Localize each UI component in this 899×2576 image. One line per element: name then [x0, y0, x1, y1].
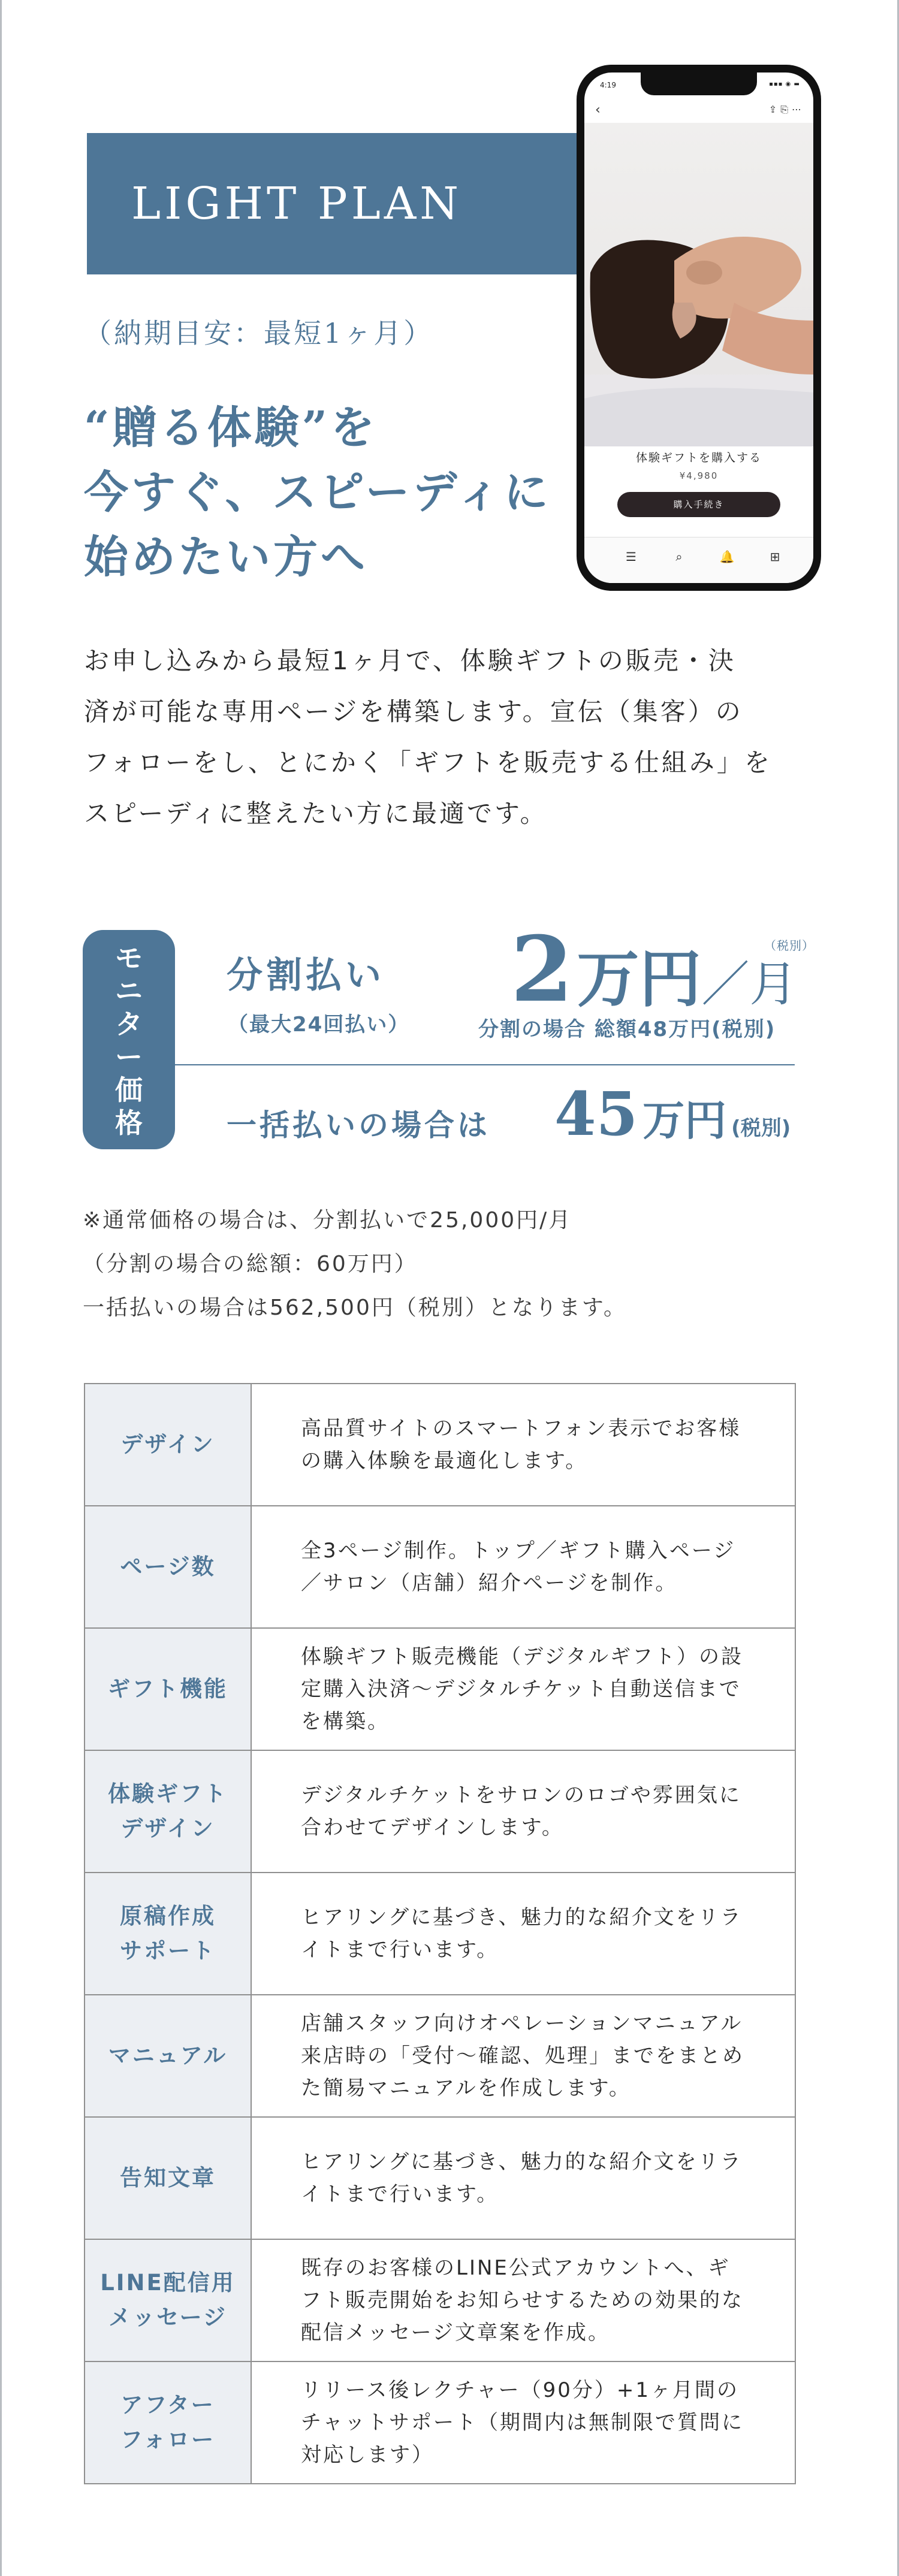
feature-description: 既存のお客様のLINE公式アカウントへ、ギフト販売開始をお知らせするための効果的な配信メッセージ文章案を作成。: [251, 2239, 795, 2361]
lump-sum-amount: 45: [554, 1079, 638, 1149]
note-line: 一括払いの場合は562,500円（税別）となります。: [83, 1295, 627, 1320]
intro-line: スピーディに整えたい方に最適です。: [84, 799, 548, 828]
feature-name-line: ギフト機能: [108, 1676, 228, 1702]
lump-sum-unit: 万円: [642, 1095, 727, 1145]
note-line: （分割の場合の総額：60万円）: [83, 1252, 418, 1276]
feature-name-line: アフター: [120, 2392, 215, 2418]
monitor-price-badge: [83, 930, 175, 1149]
headline: [84, 395, 599, 590]
feature-name-line: 原稿作成: [120, 1903, 216, 1929]
badge-char: モ: [115, 942, 143, 974]
badge-char: ニ: [115, 975, 143, 1007]
phone-screen: [584, 73, 813, 583]
feature-name-line: フォロー: [120, 2427, 216, 2453]
split-price-amount: 2: [511, 917, 574, 1022]
table-row: [85, 2361, 795, 2484]
price-notes: [83, 1198, 627, 1330]
delivery-estimate: （納期目安：最短1ヶ月）: [84, 317, 434, 349]
feature-name-line: サポート: [120, 1938, 216, 1964]
intro-line: フォローをし、とにかく「ギフトを販売する仕組み」を: [84, 748, 772, 777]
price-divider: [175, 1064, 795, 1065]
intro-line: 済が可能な専用ページを構築します。宣伝（集客）の: [84, 697, 743, 726]
headline-line: 始めたい方へ: [84, 531, 368, 583]
table-row: [85, 2239, 795, 2361]
feature-name-line: 告知文章: [120, 2165, 216, 2191]
feature-name: [85, 1750, 251, 1873]
feature-name: [85, 1995, 251, 2117]
feature-name: [85, 2361, 251, 2484]
plan-title: LIGHT PLAN: [131, 178, 463, 229]
feature-name-line: ページ数: [120, 1554, 216, 1580]
back-icon[interactable]: ‹: [595, 102, 601, 117]
lump-sum-tax: (税別): [731, 1116, 791, 1140]
add-icon[interactable]: ⊞: [770, 549, 780, 564]
table-row: [85, 1995, 795, 2117]
split-payment-label: 分割払い: [227, 955, 385, 996]
search-icon[interactable]: ⌕: [675, 549, 683, 564]
headline-line: “贈る体験”を: [84, 402, 378, 454]
note-line: ※通常価格の場合は、分割払いで25,000円/月: [83, 1208, 572, 1233]
table-row: [85, 1506, 795, 1628]
purchase-button[interactable]: 購入手続き: [617, 492, 780, 517]
split-price-unit: 万円: [577, 942, 702, 1016]
phone-notch: [641, 73, 757, 95]
page-border-left: [0, 0, 2, 2576]
badge-char: ー: [115, 1041, 143, 1073]
feature-name: [85, 2117, 251, 2239]
headline-line: 今すぐ、スピーディに: [84, 467, 551, 518]
feature-name: [85, 1384, 251, 1506]
feature-name: [85, 1628, 251, 1750]
phone-top-bar: [584, 99, 813, 123]
table-row: [85, 1628, 795, 1750]
phone-mockup: [577, 65, 821, 591]
feature-description: 体験ギフト販売機能（デジタルギフト）の設定購入決済〜デジタルチケット自動送信までを構築。: [251, 1628, 795, 1750]
massage-photo: [584, 123, 813, 446]
massage-illustration: [584, 123, 813, 446]
split-total: 分割の場合 総額48万円(税別): [478, 1017, 776, 1041]
table-row: [85, 1873, 795, 1995]
feature-name-line: LINE配信用: [100, 2270, 236, 2296]
monitor-price-label: [83, 942, 175, 1140]
tax-note: （税別）: [764, 938, 814, 953]
table-row: [85, 1384, 795, 1506]
plan-banner: [87, 133, 608, 274]
feature-description: ヒアリングに基づき、魅力的な紹介文をリライトまで行います。: [251, 2117, 795, 2239]
badge-char: 格: [115, 1107, 143, 1139]
feature-name: [85, 1506, 251, 1628]
feature-table: [84, 1383, 796, 2484]
badge-char: タ: [115, 1008, 143, 1040]
feature-name-line: メッセージ: [108, 2305, 227, 2330]
bell-icon[interactable]: 🔔: [719, 549, 735, 564]
split-price-per: ／月: [701, 956, 798, 1012]
feature-description: 全3ページ制作。トップ／ギフト購入ページ／サロン（店舗）紹介ページを制作。: [251, 1506, 795, 1628]
feature-name: [85, 2239, 251, 2361]
lump-sum-price: [554, 1079, 791, 1149]
feature-name-line: 体験ギフト: [108, 1781, 228, 1807]
badge-char: 価: [115, 1074, 143, 1106]
lump-sum-label: 一括払いの場合は: [227, 1108, 490, 1143]
feature-description: デジタルチケットをサロンのロゴや雰囲気に合わせてデザインします。: [251, 1750, 795, 1873]
split-payment-max: （最大24回払い）: [228, 1013, 410, 1037]
menu-icon[interactable]: ☰: [626, 549, 636, 564]
feature-description: リリース後レクチャー（90分）+1ヶ月間のチャットサポート（期間内は無制限で質問に対応します）: [251, 2361, 795, 2484]
intro-line: お申し込みから最短1ヶ月で、体験ギフトの販売・決: [84, 646, 736, 675]
feature-name-line: マニュアル: [108, 2043, 228, 2068]
phone-product-title: 体験ギフトを購入する: [635, 451, 762, 464]
feature-name: [85, 1873, 251, 1995]
split-price: [511, 917, 798, 1022]
intro-paragraph: [84, 635, 821, 839]
phone-product-price: ¥4,980: [679, 470, 719, 481]
phone-tab-bar: [584, 537, 813, 583]
feature-name-line: デザイン: [120, 1816, 215, 1841]
feature-description: 高品質サイトのスマートフォン表示でお客様の購入体験を最適化します。: [251, 1384, 795, 1506]
table-row: [85, 2117, 795, 2239]
toolbar-icons[interactable]: ⇪⎘⋯: [768, 104, 805, 115]
phone-time: 4:19: [600, 81, 616, 89]
feature-description: ヒアリングに基づき、魅力的な紹介文をリライトまで行います。: [251, 1873, 795, 1995]
table-row: [85, 1750, 795, 1873]
phone-status-icons: ▪▪▪ ◉ ▬: [769, 81, 800, 87]
feature-name-line: デザイン: [120, 1432, 215, 1457]
feature-description: 店舗スタッフ向けオペレーションマニュアル来店時の「受付〜確認、処理」までをまとめた簡易マニュアルを作成します。: [251, 1995, 795, 2117]
